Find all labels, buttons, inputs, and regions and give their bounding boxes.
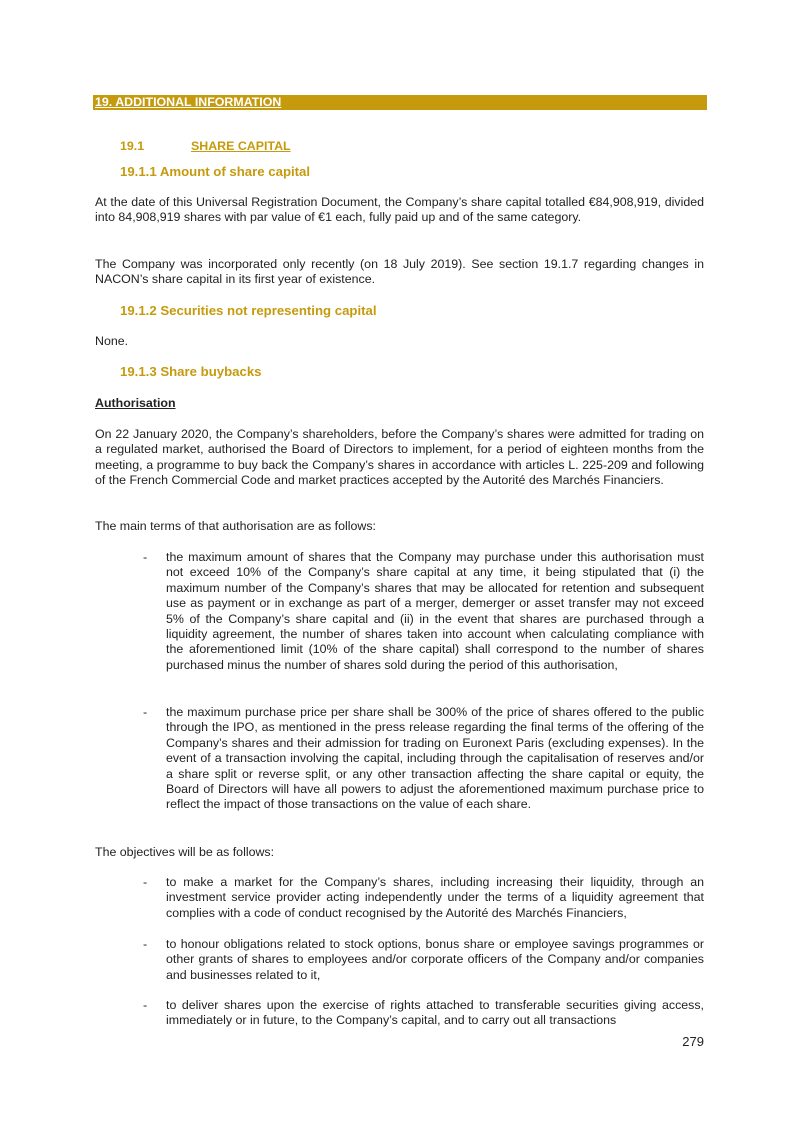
- share-capital-number: 19.1: [120, 139, 145, 153]
- paragraph-amount: At the date of this Universal Registration Document, the Company’s share capital totalled €84,908,919, divided into 84,908,919 shares with par value of €1 each, fully paid up and of the same category.: [95, 195, 704, 225]
- list-item-text: to honour obligations related to stock options, bonus share or employee savings programmes or other grants of shares to employees and/or corporate officers of the Company and/or companies and businesses related to it,: [166, 937, 704, 982]
- list-item-text: to make a market for the Company’s shares, including increasing their liquidity, through an investment service provider acting independently under the terms of a liquidity agreement that complies with a code of conduct recognised by the Autorité des Marchés Financiers,: [166, 875, 704, 920]
- list-item-text: the maximum purchase price per share shall be 300% of the price of shares offered to the public through the IPO, as mentioned in the press release regarding the final terms of the offering of the Company’s shares and their admission for trading on Euronext Paris (excluding expenses). In the event of a transaction involving the capital, including through the capitalisation of reserves and/or a share split or reverse split, or any other transaction affecting the share capital or equity, the Board of Directors will have all powers to adjust the aforementioned maximum purchase price to reflect the impact of those transactions on the value of each share.: [166, 705, 704, 812]
- list-item-text: the maximum amount of shares that the Company may purchase under this authorisation must not exceed 10% of the Company’s share capital at any time, it being stipulated that (i) the maximum number of the Company’s shares that may be allocated for retention and subsequent use as payment or in exchange as part of a merger, demerger or asset transfer may not exceed 5% of the Company’s share capital and (ii) in the event that shares are purchased through a liquidity agreement, the number of shares taken into account when calculating compliance with the aforementioned limit (10% of the share capital) shall correspond to the number of shares purchased minus the number of shares sold during the period of this authorisation,: [166, 550, 704, 672]
- list-item: [143, 705, 704, 813]
- subsection-heading-securities: 19.1.2 Securities not representing capital: [120, 303, 377, 318]
- paragraph-none: None.: [95, 334, 129, 348]
- share-capital-heading: [120, 139, 291, 154]
- section-title-bar: 19. ADDITIONAL INFORMATION: [93, 95, 707, 110]
- list-item-text: to deliver shares upon the exercise of rights attached to transferable securities giving access, immediately or in future, to the Company’s capital, and to carry out all transactions: [166, 998, 704, 1028]
- paragraph-terms-intro: The main terms of that authorisation are as follows:: [95, 519, 376, 533]
- paragraph-objectives-intro: The objectives will be as follows:: [95, 845, 275, 859]
- list-item: [143, 875, 704, 921]
- paragraph-incorporated: The Company was incorporated only recently (on 18 July 2019). See section 19.1.7 regarding changes in NACON’s share capital in its first year of existence.: [95, 257, 704, 287]
- bullet-dash: -: [143, 998, 148, 1012]
- bullet-dash: -: [143, 937, 148, 951]
- subsection-heading-buybacks: 19.1.3 Share buybacks: [120, 364, 262, 379]
- bullet-dash: -: [143, 550, 148, 564]
- subsection-heading-amount: 19.1.1 Amount of share capital: [120, 164, 311, 179]
- list-item: [143, 937, 704, 983]
- list-item: [143, 550, 704, 673]
- paragraph-authorisation-intro: On 22 January 2020, the Company’s shareholders, before the Company’s shares were admitted for trading on a regulated market, authorised the Board of Directors to implement, for a period of eighteen months from the meeting, a programme to buy back the Company’s shares in accordance with articles L. 225-209 and following of the French Commercial Code and market practices accepted by the Autorité des Marchés Financiers.: [95, 427, 704, 488]
- list-item: [143, 998, 704, 1029]
- share-capital-title: SHARE CAPITAL: [191, 139, 291, 153]
- authorisation-heading: Authorisation: [95, 396, 176, 410]
- bullet-dash: -: [143, 875, 148, 889]
- bullet-dash: -: [143, 705, 148, 719]
- page-number: 279: [682, 1034, 704, 1049]
